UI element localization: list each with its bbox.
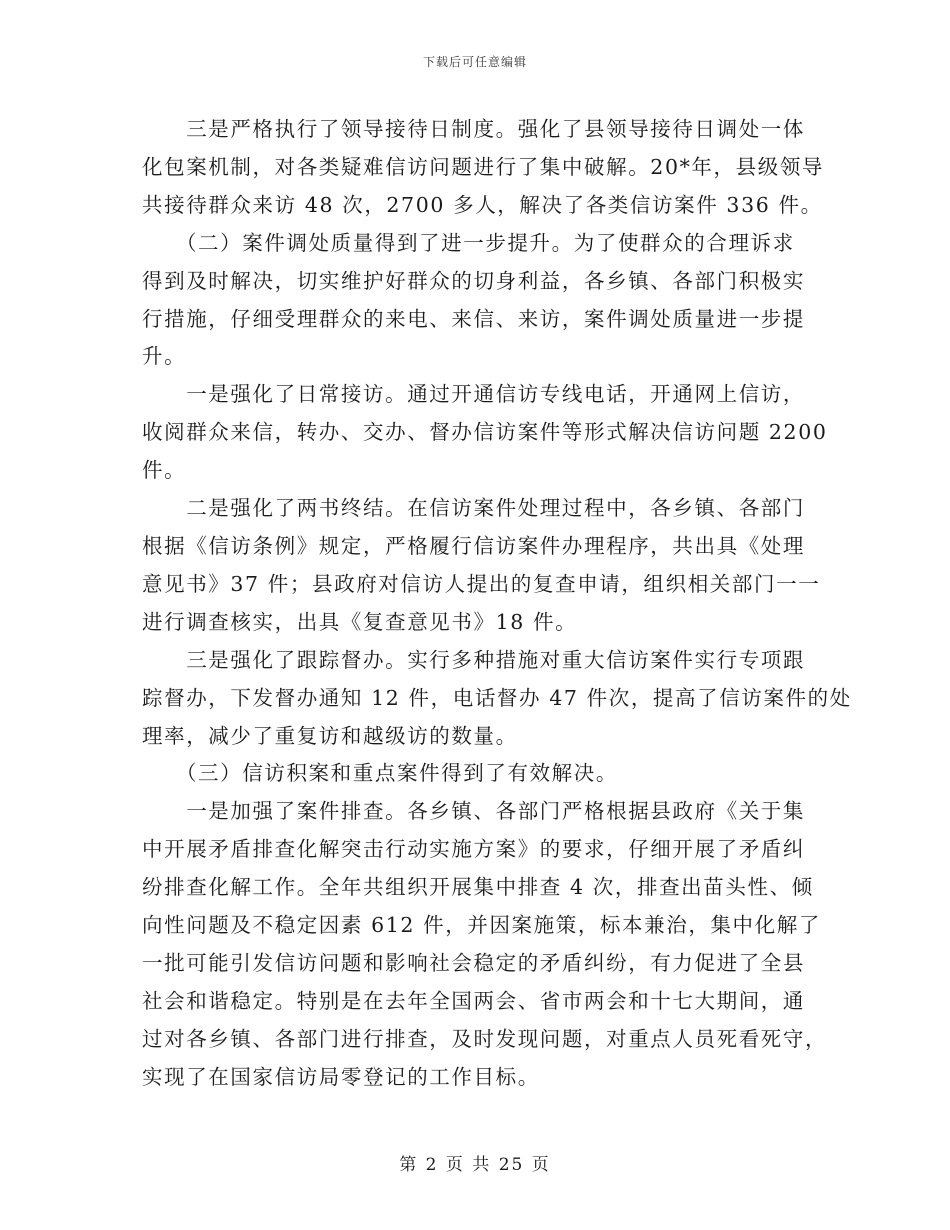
- paragraph: [142, 793, 828, 1096]
- text-line: （三）信访积案和重点案件得到了有效解决。: [142, 761, 618, 786]
- text-line: 中开展矛盾排查化解突击行动实施方案》的要求，仔细开展了矛盾纠: [142, 837, 805, 862]
- text-line: 得到及时解决，切实维护好群众的切身利益，各乡镇、各部门积极实: [142, 268, 805, 293]
- text-line: 社会和谐稳定。特别是在去年全国两会、省市两会和十七大期间，通: [142, 988, 805, 1013]
- paragraph: [142, 755, 822, 793]
- text-line: 踪督办，下发督办通知 12 件，电话督办 47 件次，提高了信访案件的处: [142, 685, 852, 710]
- text-line: 纷排查化解工作。全年共组织开展集中排查 4 次，排查出苗头性、倾: [142, 875, 814, 900]
- text-line: 一批可能引发信访问题和影响社会稳定的矛盾纠纷，有力促进了全县: [142, 950, 805, 975]
- text-line: 一是强化了日常接访。通过开通信访专线电话，开通网上信访，: [142, 382, 805, 407]
- text-line: 行措施，仔细受理群众的来电、来信、来访，案件调处质量进一步提: [142, 306, 805, 331]
- text-line: 实现了在国家信访局零登记的工作目标。: [142, 1064, 540, 1089]
- text-line: 收阅群众来信，转办、交办、督办信访案件等形式解决信访问题 2200: [142, 420, 828, 445]
- text-line: 理率，减少了重复访和越级访的数量。: [142, 723, 518, 748]
- paragraph: [142, 111, 825, 225]
- paragraph: [142, 376, 828, 490]
- text-line: 共接待群众来访 48 次，2700 多人，解决了各类信访案件 336 件。: [142, 192, 823, 217]
- text-line: 根据《信访条例》规定，严格履行信访案件办理程序，共出具《处理: [142, 533, 805, 558]
- text-line: （二）案件调处质量得到了进一步提升。为了使群众的合理诉求: [142, 230, 795, 255]
- text-line: 件。: [142, 458, 187, 483]
- paragraph: [142, 490, 822, 642]
- text-line: 三是严格执行了领导接待日制度。强化了县领导接待日调处一体: [142, 117, 805, 141]
- text-line: 一是加强了案件排查。各乡镇、各部门严格根据县政府《关于集: [142, 799, 805, 824]
- page-footer-page-number: 第 2 页 共 25 页: [399, 1155, 551, 1175]
- text-line: 二是强化了两书终结。在信访案件处理过程中，各乡镇、各部门: [142, 496, 805, 521]
- paragraph: [142, 642, 852, 756]
- document-body: [142, 111, 852, 1097]
- paragraph: [142, 225, 822, 377]
- text-line: 意见书》37 件；县政府对信访人提出的复查申请，组织相关部门一一: [142, 571, 821, 596]
- page-header: 下载后可任意编辑: [422, 55, 527, 69]
- text-line: 进行调查核实，出具《复查意见书》18 件。: [142, 609, 578, 634]
- text-line: 向性问题及不稳定因素 612 件，并因案施策，标本兼治，集中化解了: [142, 913, 821, 938]
- text-line: 升。: [142, 344, 187, 369]
- text-line: 三是强化了跟踪督办。实行多种措施对重大信访案件实行专项跟: [142, 647, 805, 672]
- text-line: 过对各乡镇、各部门进行排查，及时发现问题，对重点人员死看死守，: [142, 1026, 828, 1051]
- text-line: 化包案机制，对各类疑难信访问题进行了集中破解。20*年，县级领导: [142, 154, 825, 179]
